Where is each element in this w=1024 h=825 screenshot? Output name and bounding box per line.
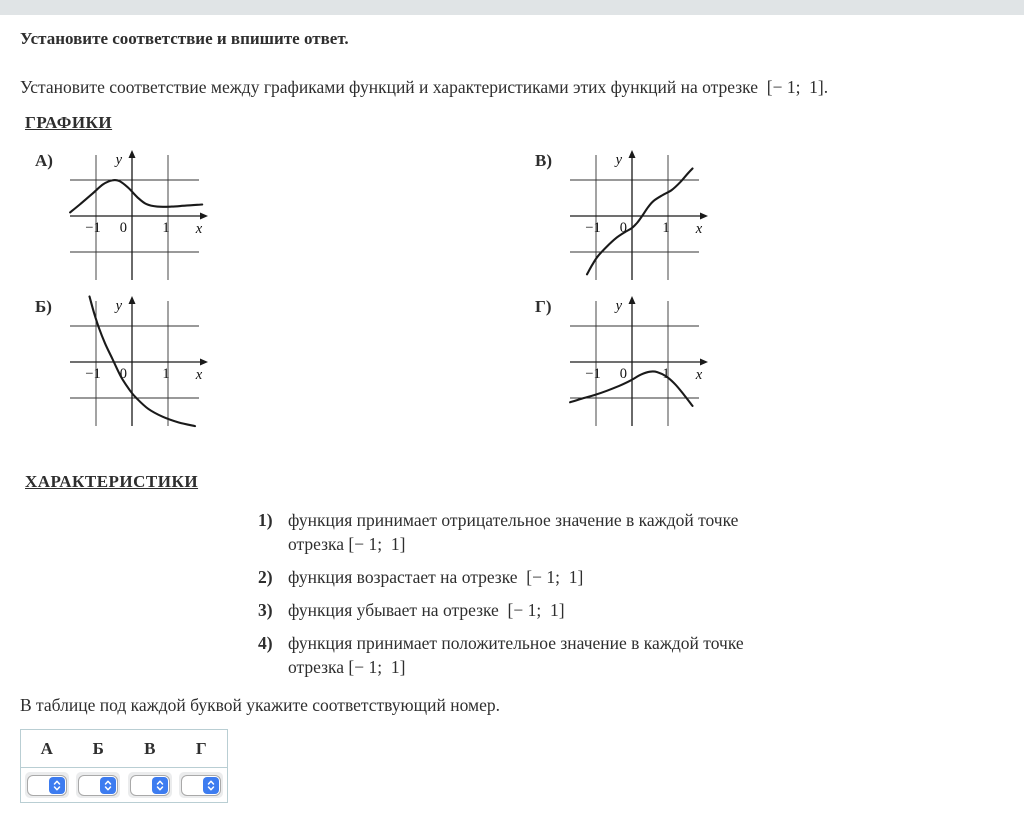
characteristic-text: функция возрастает на отрезке [− 1; 1] — [288, 567, 584, 587]
svg-text:x: x — [695, 367, 703, 383]
select-stepper-icon — [203, 777, 219, 794]
select-stepper-icon — [152, 777, 168, 794]
characteristic-text: функция принимает отрицательное значение в каждой точке отрезка [− 1; 1] — [288, 510, 739, 554]
svg-text:0: 0 — [619, 220, 627, 236]
graph-b-plot — [68, 295, 243, 431]
page-title: Установите соответствие и впишите ответ. — [20, 29, 349, 48]
svg-text:0: 0 — [119, 366, 127, 382]
select-stepper-icon — [100, 777, 116, 794]
characteristic-number: 2) — [258, 567, 273, 587]
answer-table-selects — [21, 768, 227, 802]
graph-cell-g — [520, 295, 1004, 431]
svg-text:x: x — [695, 221, 703, 237]
graph-a-plot — [68, 149, 243, 285]
svg-text:1: 1 — [162, 220, 170, 236]
answer-column-g: Г — [195, 738, 207, 758]
graphs-heading: ГРАФИКИ — [25, 113, 113, 132]
graph-v-plot — [568, 149, 743, 285]
answer-select-b[interactable] — [76, 772, 120, 798]
table-instruction: В таблице под каждой буквой укажите соответствующий номер. — [20, 695, 500, 715]
answer-column-a: А — [40, 738, 53, 758]
top-bar — [0, 0, 1024, 15]
svg-text:−1: −1 — [85, 366, 101, 382]
characteristics-heading: ХАРАКТЕРИСТИКИ — [25, 472, 199, 491]
answer-table — [20, 729, 228, 803]
graph-cell-a — [20, 149, 520, 285]
graph-label-b: Б) — [35, 297, 52, 316]
graph-g-plot — [568, 295, 743, 431]
characteristics-list — [258, 508, 745, 679]
characteristic-item-1 — [258, 508, 745, 556]
svg-text:1: 1 — [662, 366, 670, 382]
svg-text:0: 0 — [619, 366, 627, 382]
answer-select-g[interactable] — [179, 772, 223, 798]
answer-table-header — [21, 730, 227, 768]
svg-text:1: 1 — [162, 366, 170, 382]
svg-text:1: 1 — [662, 220, 670, 236]
answer-select-a[interactable] — [25, 772, 69, 798]
characteristic-text: функция убывает на отрезке [− 1; 1] — [288, 600, 565, 620]
svg-text:−1: −1 — [585, 366, 601, 382]
graph-label-a: А) — [35, 151, 53, 170]
characteristic-number: 1) — [258, 510, 273, 530]
answer-column-b: Б — [92, 738, 104, 758]
graph-cell-v — [520, 149, 1004, 285]
svg-text:y: y — [615, 152, 622, 168]
characteristic-text: функция принимает положительное значение в каждой точке отрезка [− 1; 1] — [288, 633, 744, 677]
characteristic-item-3 — [258, 598, 745, 622]
answer-column-v: В — [144, 738, 156, 758]
graph-label-g: Г) — [535, 297, 552, 316]
svg-text:−1: −1 — [85, 220, 101, 236]
graph-cell-b — [20, 295, 520, 431]
svg-text:x: x — [195, 221, 203, 237]
svg-text:x: x — [195, 367, 203, 383]
answer-select-v[interactable] — [128, 772, 172, 798]
svg-text:y: y — [115, 298, 122, 314]
svg-text:−1: −1 — [585, 220, 601, 236]
characteristic-item-4 — [258, 631, 745, 679]
svg-text:y: y — [615, 298, 622, 314]
svg-text:y: y — [115, 152, 122, 168]
characteristic-item-2 — [258, 565, 745, 589]
svg-text:0: 0 — [119, 220, 127, 236]
graphs-grid — [20, 149, 1004, 431]
exercise-page — [0, 29, 1024, 803]
select-stepper-icon — [49, 777, 65, 794]
task-text: Установите соответствие между графиками функций и характеристиками этих функций на отрезке [− 1; 1]. — [20, 77, 829, 97]
characteristic-number: 4) — [258, 633, 273, 653]
graph-label-v: В) — [535, 151, 552, 170]
characteristic-number: 3) — [258, 600, 273, 620]
